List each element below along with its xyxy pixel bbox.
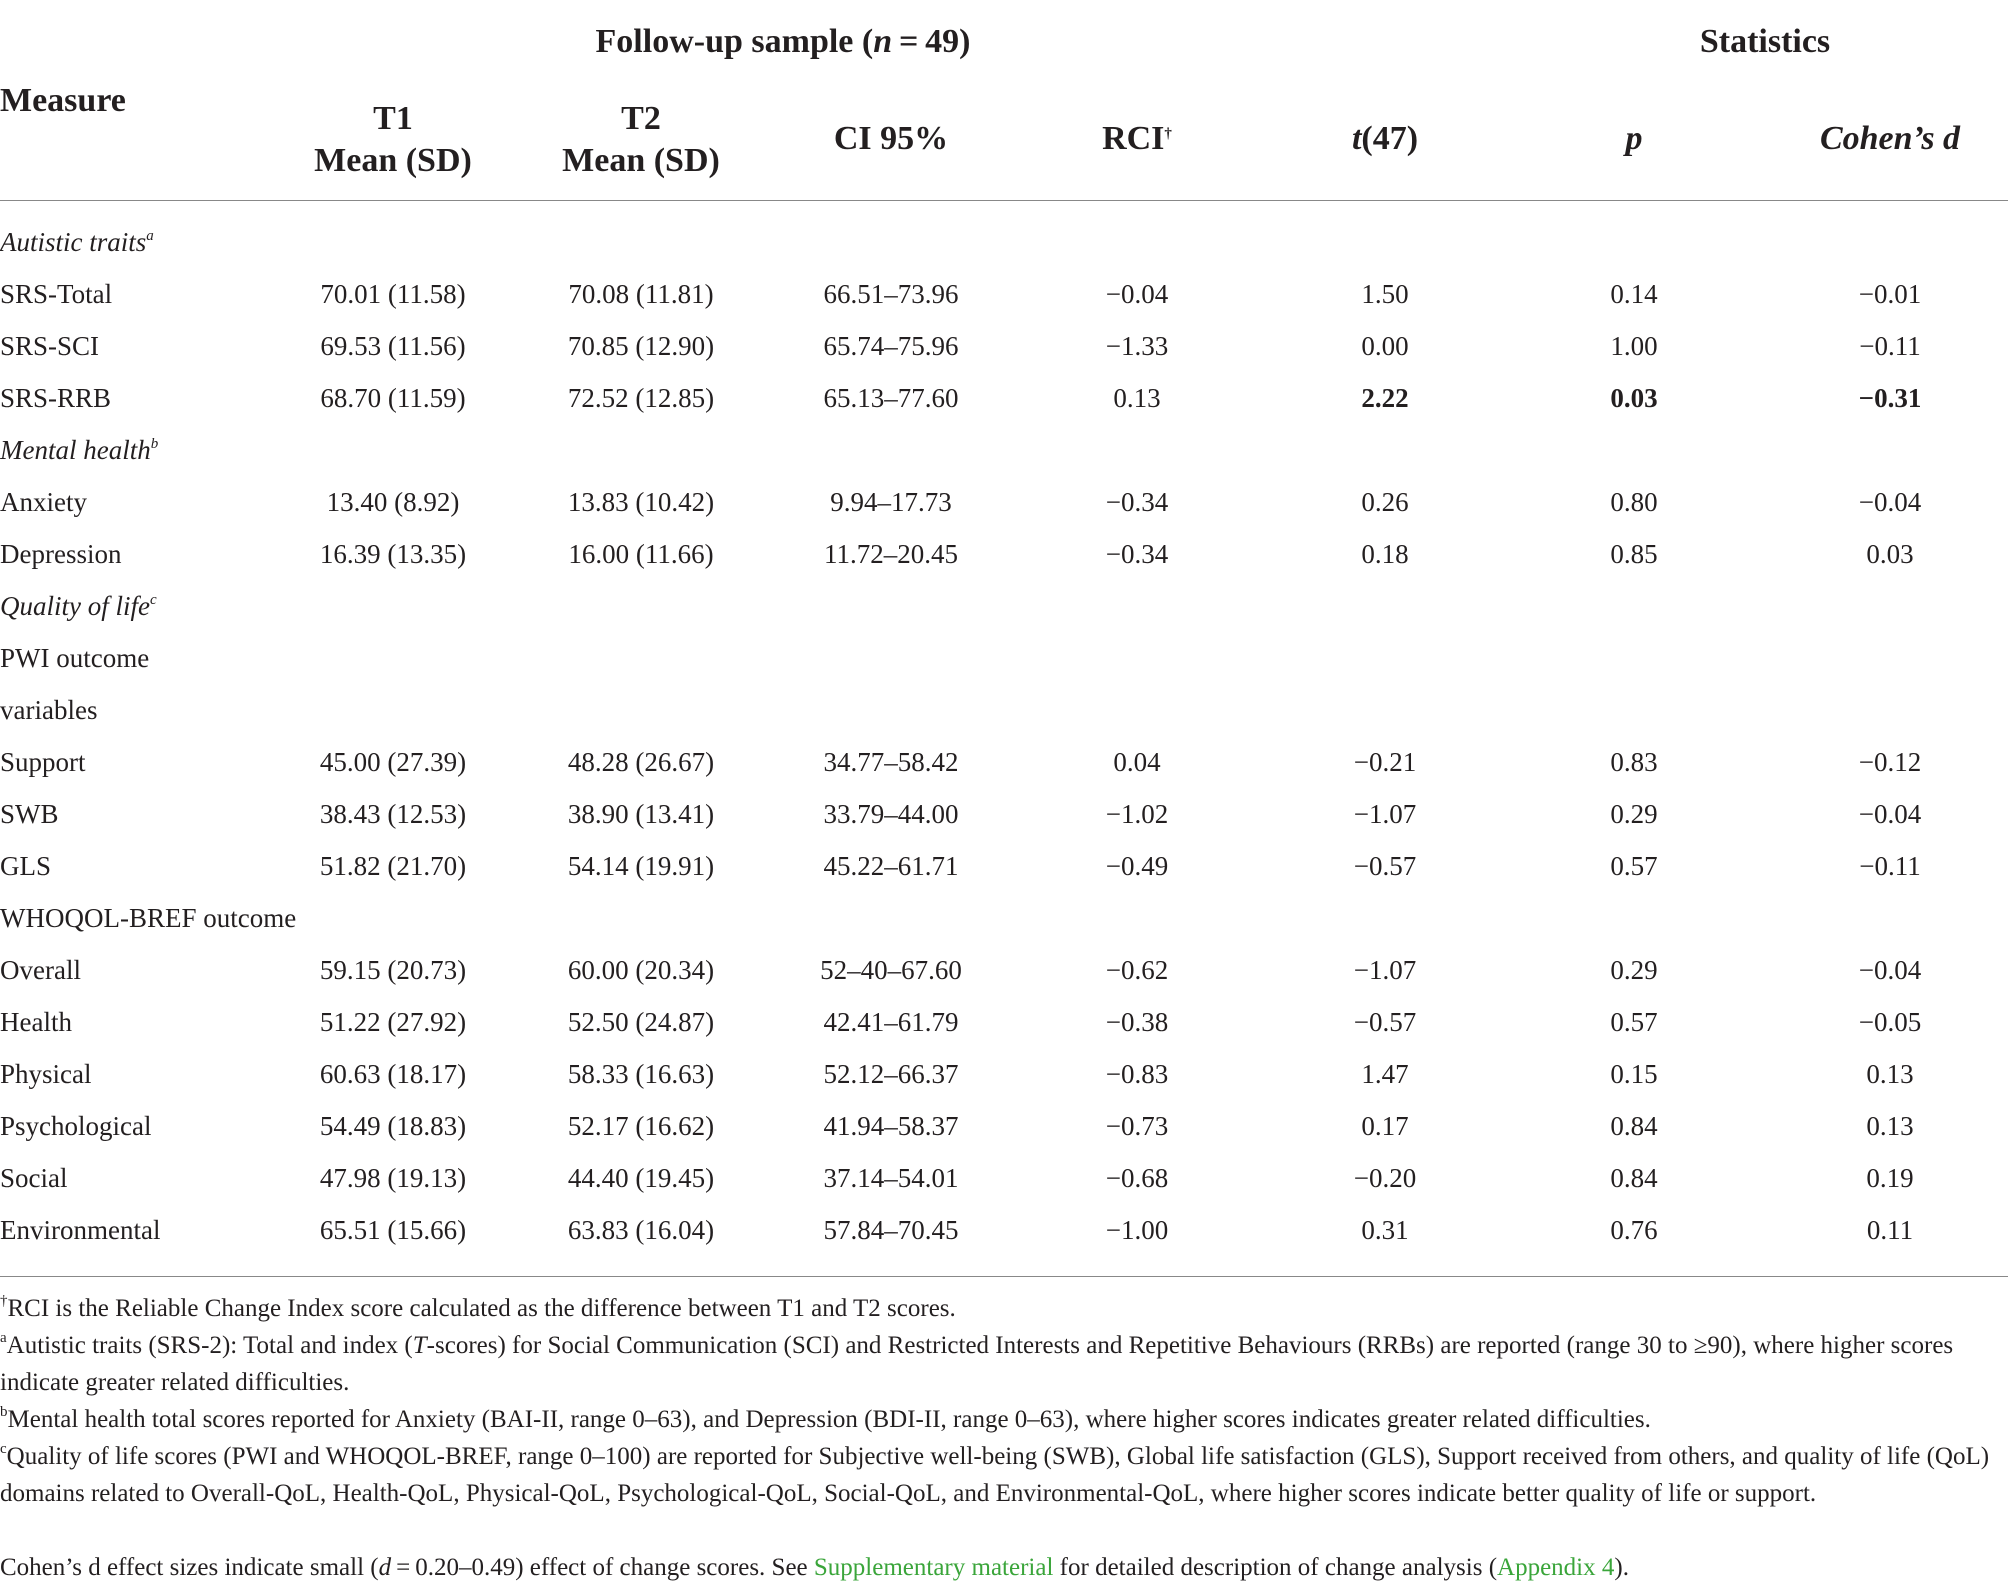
cell-t2: 63.83 (16.04) bbox=[567, 1215, 715, 1245]
section-row bbox=[0, 424, 2008, 476]
table-row bbox=[0, 1048, 2008, 1100]
cell-d: 0.13 bbox=[1866, 1059, 1914, 1089]
cell-ci: 11.72–20.45 bbox=[824, 539, 958, 569]
row-label: Psychological bbox=[0, 1111, 152, 1141]
cell-ci: 37.14–54.01 bbox=[823, 1163, 959, 1193]
cell-d: −0.04 bbox=[1858, 799, 1922, 829]
cell-t1: 68.70 (11.59) bbox=[320, 383, 466, 413]
group-header-follow-up: Follow-up sample (n = 49) bbox=[595, 23, 971, 60]
section-label: Quality of life$^c$ bbox=[0, 591, 157, 621]
cell-p: 0.03 bbox=[1610, 383, 1658, 413]
row-label: Support bbox=[0, 747, 86, 777]
cell-t2: 38.90 (13.41) bbox=[567, 799, 715, 829]
cell-d: −0.12 bbox=[1858, 747, 1922, 777]
cell-d: 0.03 bbox=[1866, 539, 1914, 569]
row-label: Social bbox=[0, 1163, 68, 1193]
table-row bbox=[0, 268, 2008, 320]
cell-ci: 66.51–73.96 bbox=[823, 279, 959, 309]
cell-t: −1.07 bbox=[1353, 955, 1417, 985]
cell-p: 0.83 bbox=[1610, 747, 1658, 777]
appendix-4-link[interactable]: Appendix 4 bbox=[1497, 1554, 1615, 1581]
cell-d: −0.01 bbox=[1858, 279, 1922, 309]
cell-ci: 41.94–58.37 bbox=[823, 1111, 959, 1141]
cell-t2: 52.17 (16.62) bbox=[567, 1111, 715, 1141]
cell-rci: −0.38 bbox=[1105, 1007, 1169, 1037]
table-row bbox=[0, 996, 2008, 1048]
footnote-a: $^a$Autistic traits (SRS-2): Total and index (T-scores) for Social Communication (SCI) and Restricted Interests and Repetitive Behaviours (RRBs) are reported (range 30 to ≥90), where higher scores indicate greater related difficulties. bbox=[0, 1330, 1954, 1396]
cell-p: 0.57 bbox=[1610, 851, 1658, 881]
cell-ci: 65.13–77.60 bbox=[823, 383, 959, 413]
footnote-marker: a bbox=[146, 228, 154, 244]
row-label: WHOQOL-BREF outcome bbox=[0, 903, 297, 933]
cell-t2: 54.14 (19.91) bbox=[567, 851, 715, 881]
cell-t1: 65.51 (15.66) bbox=[319, 1215, 467, 1245]
cell-rci: −0.49 bbox=[1105, 851, 1169, 881]
cell-ci: 42.41–61.79 bbox=[823, 1007, 959, 1037]
cell-p: 0.84 bbox=[1610, 1163, 1658, 1193]
cell-t: 0.00 bbox=[1361, 331, 1409, 361]
cell-t2: 44.40 (19.45) bbox=[567, 1163, 715, 1193]
cell-t: 2.22 bbox=[1361, 383, 1409, 413]
row-label: SWB bbox=[0, 799, 59, 829]
cell-rci: 0.13 bbox=[1113, 383, 1161, 413]
cell-t1: 60.63 (18.17) bbox=[319, 1059, 467, 1089]
row-label: SRS-SCI bbox=[0, 331, 100, 361]
row-label: Physical bbox=[0, 1059, 92, 1089]
row-label: PWI outcome bbox=[0, 643, 150, 673]
cell-rci: −0.68 bbox=[1105, 1163, 1169, 1193]
column-header-t: t(47) bbox=[1351, 120, 1419, 157]
footnote-marker: b bbox=[150, 436, 159, 452]
cell-t2: 70.85 (12.90) bbox=[567, 331, 715, 361]
cell-t2: 72.52 (12.85) bbox=[567, 383, 715, 413]
cell-t: −0.20 bbox=[1353, 1163, 1417, 1193]
cell-t2: 48.28 (26.67) bbox=[567, 747, 715, 777]
column-header-p: p bbox=[1625, 120, 1643, 157]
footnote-b: $^b$Mental health total scores reported for Anxiety (BAI-II, range 0–63), and Depression (BDI-II, range 0–63), where higher scores indicates greater related difficulties. bbox=[0, 1404, 1651, 1433]
cell-t1: 51.82 (21.70) bbox=[319, 851, 467, 881]
cell-t2: 16.00 (11.66) bbox=[568, 539, 714, 569]
subheading-row bbox=[0, 684, 2008, 736]
table-row bbox=[0, 840, 2008, 892]
table-row bbox=[0, 1100, 2008, 1152]
cell-rci: −0.62 bbox=[1105, 955, 1169, 985]
cell-t1: 47.98 (19.13) bbox=[319, 1163, 467, 1193]
cell-rci: 0.04 bbox=[1113, 747, 1161, 777]
row-label: GLS bbox=[0, 851, 52, 881]
row-label: Depression bbox=[0, 539, 122, 569]
cell-d: 0.19 bbox=[1866, 1163, 1914, 1193]
cell-rci: −0.34 bbox=[1105, 539, 1169, 569]
cell-t1: 59.15 (20.73) bbox=[319, 955, 467, 985]
section-label: Autistic traits$^a$ bbox=[0, 227, 154, 257]
cell-ci: 45.22–61.71 bbox=[823, 851, 959, 881]
row-label: SRS-RRB bbox=[0, 383, 112, 413]
table-bottom-divider bbox=[0, 1276, 2008, 1277]
footnote-c: $^c$Quality of life scores (PWI and WHOQOL-BREF, range 0–100) are reported for Subjective well-being (SWB), Global life satisfaction (GLS), Support received from others, and quality of life (QoL) domains related to Overall-QoL, Health-QoL, Physical-QoL, Psychological-QoL, Social-QoL, and Environmental-QoL, where higher scores indicate better quality of life or support. bbox=[0, 1441, 1990, 1507]
column-header-rci: RCI† bbox=[1102, 120, 1172, 157]
cell-t: −1.07 bbox=[1353, 799, 1417, 829]
cell-p: 0.15 bbox=[1610, 1059, 1658, 1089]
cell-t1: 70.01 (11.58) bbox=[320, 279, 466, 309]
column-header-cohens-d: Cohen’s d bbox=[1819, 120, 1961, 157]
cell-rci: −0.34 bbox=[1105, 487, 1169, 517]
cell-rci: −0.83 bbox=[1105, 1059, 1169, 1089]
footnote-dagger: †RCI is the Reliable Change Index score calculated as the difference between T1 and T2 scores. bbox=[0, 1293, 956, 1322]
cell-rci: −1.33 bbox=[1105, 331, 1169, 361]
cell-t: 1.47 bbox=[1361, 1059, 1409, 1089]
row-label: Environmental bbox=[0, 1215, 161, 1245]
cell-rci: −0.73 bbox=[1105, 1111, 1169, 1141]
table-row bbox=[0, 528, 2008, 580]
cell-p: 0.14 bbox=[1610, 279, 1658, 309]
table-row bbox=[0, 736, 2008, 788]
cell-ci: 33.79–44.00 bbox=[823, 799, 959, 829]
cell-p: 1.00 bbox=[1610, 331, 1658, 361]
cell-p: 0.76 bbox=[1610, 1215, 1658, 1245]
cell-d: 0.11 bbox=[1866, 1215, 1914, 1245]
subheading-row bbox=[0, 632, 2008, 684]
cell-t: −0.57 bbox=[1353, 851, 1417, 881]
row-label: Health bbox=[0, 1007, 72, 1037]
row-label: Anxiety bbox=[0, 487, 87, 517]
column-header-t2: T2 Mean (SD) bbox=[562, 100, 720, 179]
table-row bbox=[0, 944, 2008, 996]
section-label: Mental health$^b$ bbox=[0, 435, 159, 465]
table-row bbox=[0, 372, 2008, 424]
cell-d: −0.11 bbox=[1859, 851, 1921, 881]
column-header-t1: T1 Mean (SD) bbox=[314, 100, 472, 179]
cell-p: 0.80 bbox=[1610, 487, 1658, 517]
supplementary-material-link[interactable]: Supplementary material bbox=[813, 1554, 1054, 1581]
column-header-ci: CI 95% bbox=[833, 120, 949, 157]
cell-p: 0.29 bbox=[1610, 799, 1658, 829]
cell-ci: 34.77–58.42 bbox=[823, 747, 959, 777]
column-header-measure: Measure bbox=[0, 82, 126, 119]
cell-p: 0.57 bbox=[1610, 1007, 1658, 1037]
footnote-marker: c bbox=[149, 592, 157, 608]
cell-ci: 9.94–17.73 bbox=[830, 487, 952, 517]
section-row bbox=[0, 580, 2008, 632]
header-divider bbox=[0, 200, 2008, 201]
cell-t2: 52.50 (24.87) bbox=[567, 1007, 715, 1037]
cell-p: 0.29 bbox=[1610, 955, 1658, 985]
cell-rci: −0.04 bbox=[1105, 279, 1169, 309]
cell-t: 0.31 bbox=[1361, 1215, 1409, 1245]
cell-t1: 51.22 (27.92) bbox=[319, 1007, 467, 1037]
table-row bbox=[0, 788, 2008, 840]
cell-t: 1.50 bbox=[1361, 279, 1409, 309]
cell-t1: 13.40 (8.92) bbox=[326, 487, 460, 517]
cell-t2: 70.08 (11.81) bbox=[568, 279, 714, 309]
cell-d: −0.05 bbox=[1858, 1007, 1922, 1037]
cell-d: −0.04 bbox=[1858, 487, 1922, 517]
subheading-row bbox=[0, 892, 2008, 944]
cell-t2: 13.83 (10.42) bbox=[567, 487, 715, 517]
cell-t: 0.26 bbox=[1361, 487, 1409, 517]
cell-t1: 38.43 (12.53) bbox=[319, 799, 467, 829]
cell-t: −0.57 bbox=[1353, 1007, 1417, 1037]
cell-t2: 60.00 (20.34) bbox=[567, 955, 715, 985]
group-header-statistics: Statistics bbox=[1699, 23, 1831, 60]
cell-t1: 69.53 (11.56) bbox=[320, 331, 466, 361]
row-label: variables bbox=[0, 695, 98, 725]
cell-d: −0.04 bbox=[1858, 955, 1922, 985]
table-row bbox=[0, 1152, 2008, 1204]
cell-p: 0.85 bbox=[1610, 539, 1658, 569]
table-row bbox=[0, 1204, 2008, 1256]
cell-t1: 54.49 (18.83) bbox=[319, 1111, 467, 1141]
cell-d: −0.31 bbox=[1858, 383, 1922, 413]
cell-t: 0.18 bbox=[1361, 539, 1409, 569]
cell-t: −0.21 bbox=[1353, 747, 1417, 777]
cell-ci: 57.84–70.45 bbox=[823, 1215, 959, 1245]
table-row bbox=[0, 320, 2008, 372]
footnote-cohen: Cohen’s d effect sizes indicate small (d = 0.20–0.49) effect of change scores. See Supplementary material for detailed description of change analysis (Appendix 4). bbox=[0, 1554, 1629, 1581]
cell-ci: 52–40–67.60 bbox=[820, 955, 962, 985]
cell-ci: 52.12–66.37 bbox=[823, 1059, 959, 1089]
cell-t1: 16.39 (13.35) bbox=[319, 539, 467, 569]
row-label: SRS-Total bbox=[0, 279, 113, 309]
cell-p: 0.84 bbox=[1610, 1111, 1658, 1141]
cell-rci: −1.02 bbox=[1105, 799, 1169, 829]
cell-t2: 58.33 (16.63) bbox=[567, 1059, 715, 1089]
cell-d: 0.13 bbox=[1866, 1111, 1914, 1141]
section-row bbox=[0, 216, 2008, 268]
cell-rci: −1.00 bbox=[1105, 1215, 1169, 1245]
cell-t: 0.17 bbox=[1361, 1111, 1409, 1141]
cell-ci: 65.74–75.96 bbox=[823, 331, 959, 361]
cell-t1: 45.00 (27.39) bbox=[319, 747, 467, 777]
cell-d: −0.11 bbox=[1859, 331, 1921, 361]
row-label: Overall bbox=[0, 955, 81, 985]
table-row bbox=[0, 476, 2008, 528]
